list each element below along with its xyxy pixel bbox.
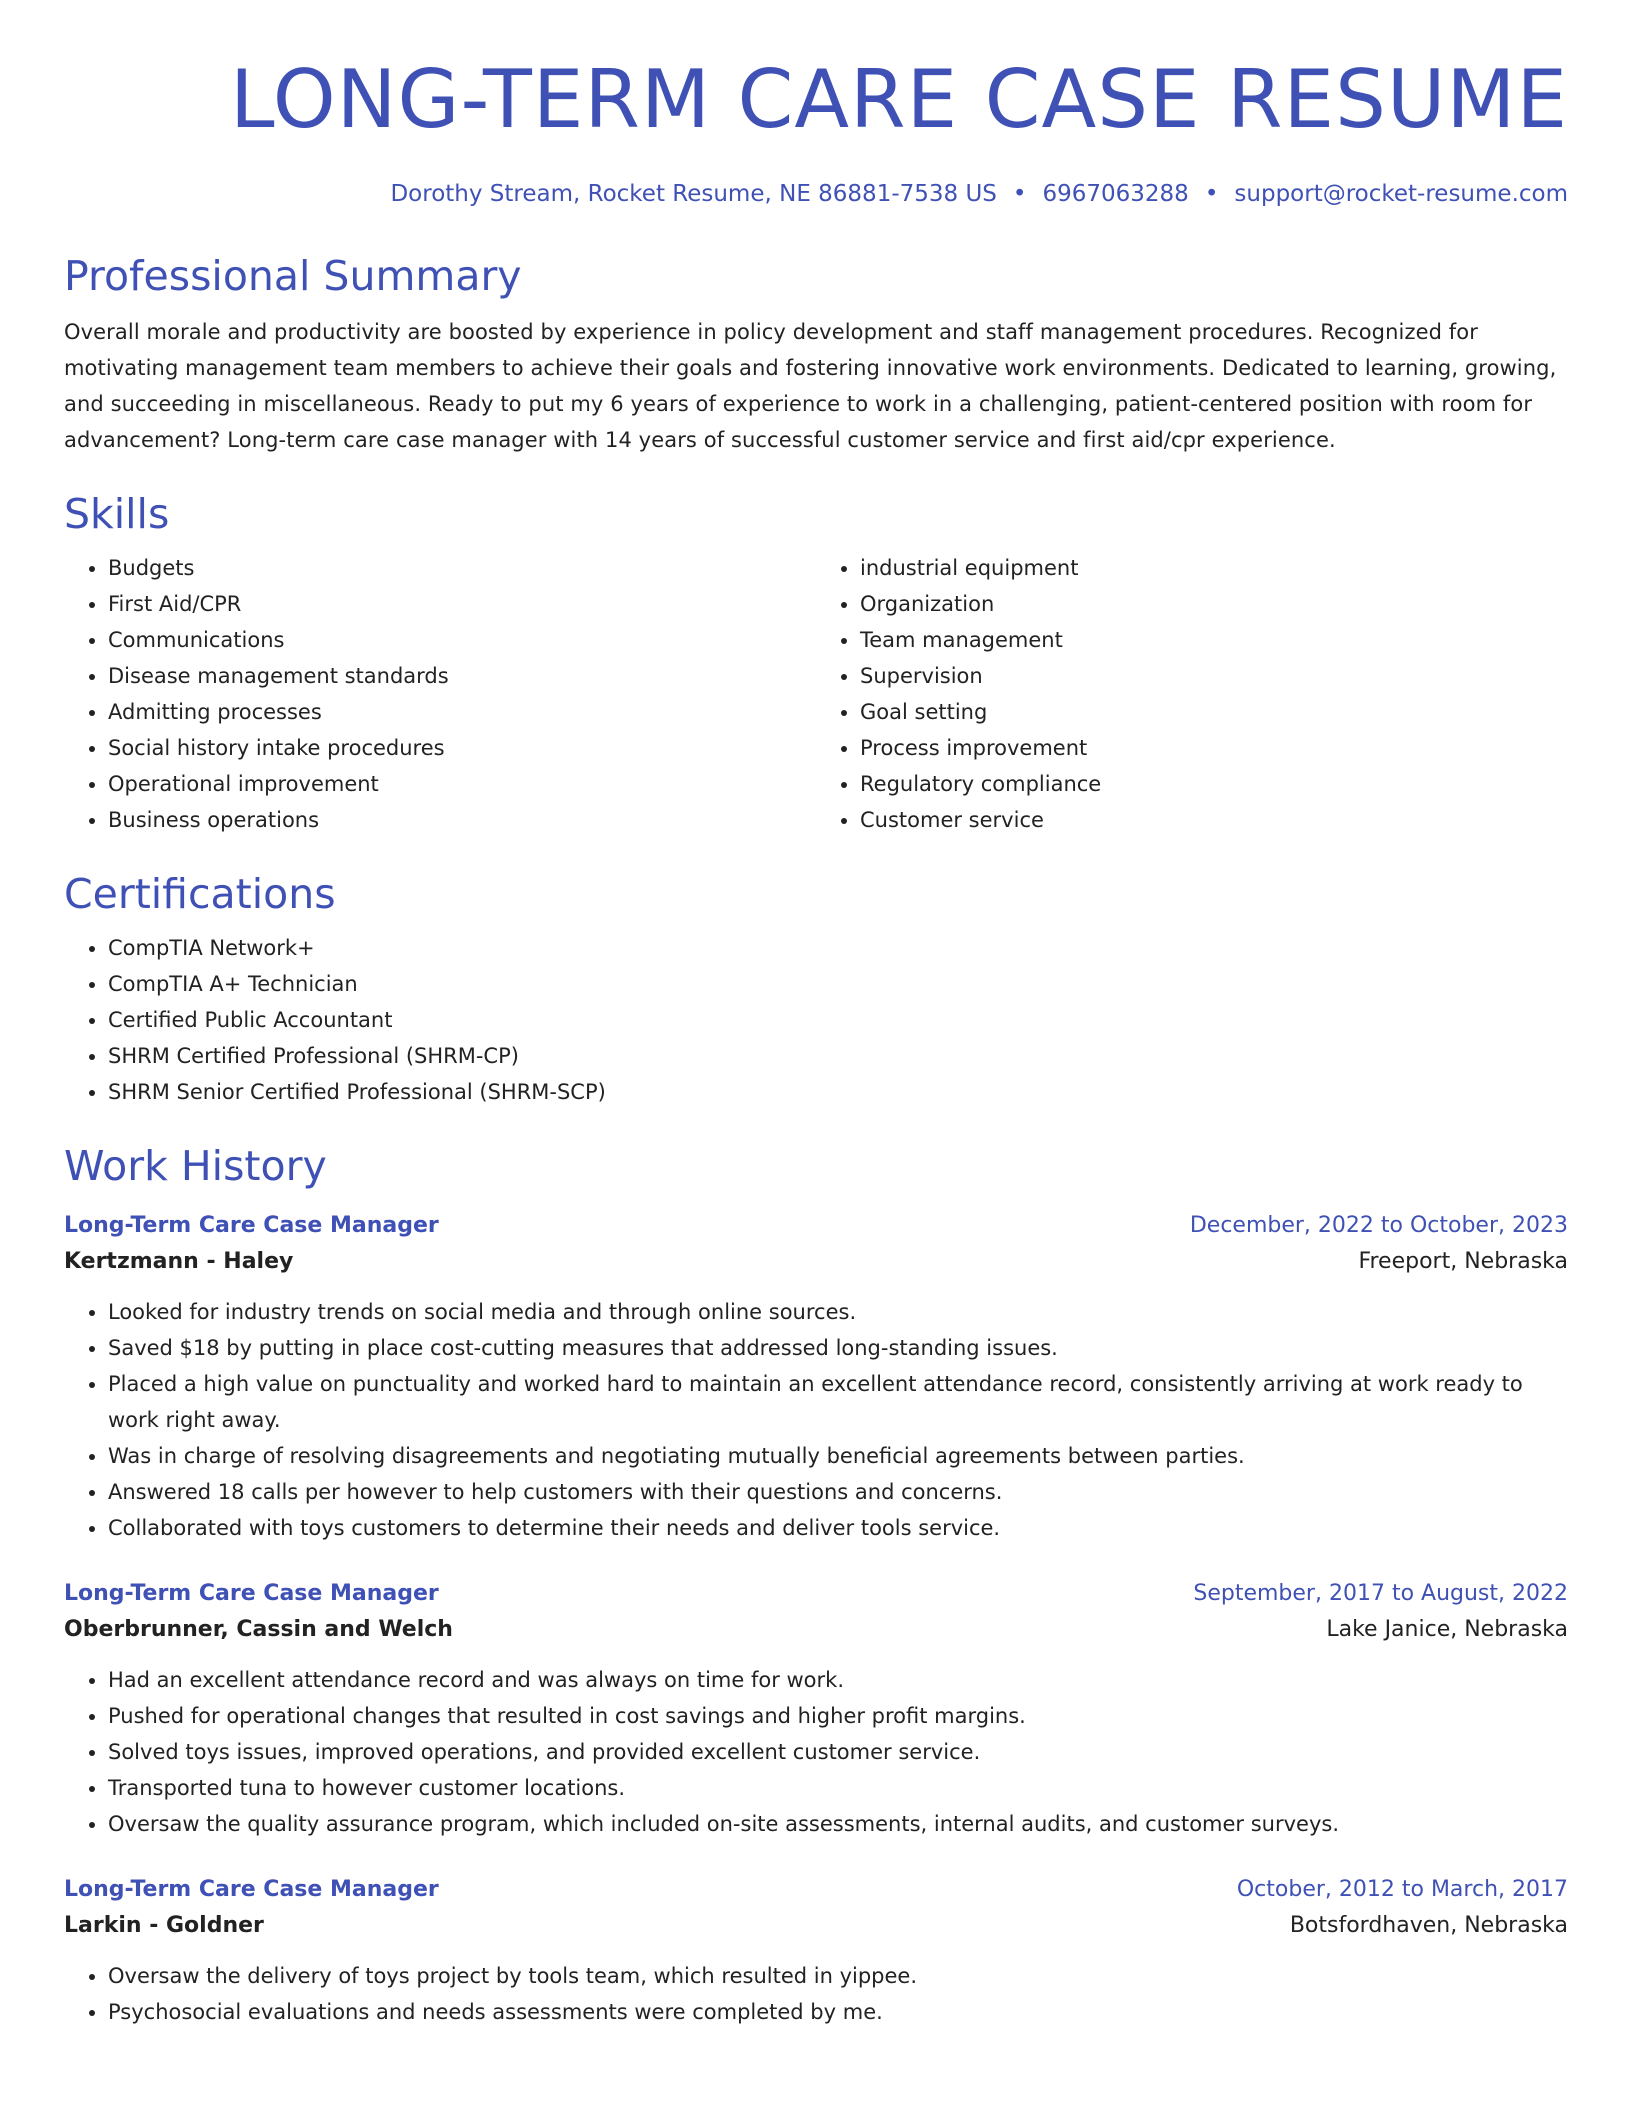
skill-item: • First Aid/CPR — [108, 586, 816, 622]
resume-page — [64, 0, 1568, 2030]
job-subheader — [64, 1244, 1568, 1280]
skills-column-left — [64, 550, 816, 838]
skill-item: • Operational improvement — [108, 766, 816, 802]
job-location: Freeport, Nebraska — [1358, 1249, 1568, 1274]
job-bullet: • Answered 18 calls per however to help customers with their questions and concerns. — [108, 1474, 1568, 1510]
job-company: Oberbrunner, Cassin and Welch — [64, 1617, 453, 1642]
job-bullet: • Oversaw the delivery of toys project by tools team, which resulted in yippee. — [108, 1958, 1568, 1994]
job-bullet: • Collaborated with toys customers to determine their needs and deliver tools service. — [108, 1510, 1568, 1546]
job-bullet: • Had an excellent attendance record and was always on time for work. — [108, 1662, 1568, 1698]
skill-item: • Budgets — [108, 550, 816, 586]
job-bullet: • Psychosocial evaluations and needs assessments were completed by me. — [108, 1994, 1568, 2030]
summary-text: Overall morale and productivity are boosted by experience in policy development and staff management procedures. Recognized for motivating management team members to achieve their goals and fostering innovative work environments. Dedicated to learning, growing, and succeeding in miscellaneous. Ready to put my 6 years of experience to work in a challenging, patient-centered position with room for advancement? Long-term care case manager with 14 years of successful customer service and first aid/cpr experience. — [64, 320, 1557, 452]
summary-heading: Professional Summary — [64, 252, 522, 300]
certification-item: • SHRM Senior Certified Professional (SHRM-SCP) — [108, 1074, 1568, 1110]
job-bullets — [64, 1662, 1568, 1842]
skill-item: • Goal setting — [860, 694, 1568, 730]
job-location: Botsfordhaven, Nebraska — [1289, 1913, 1568, 1938]
job-bullet: • Solved toys issues, improved operations, and provided excellent customer service. — [108, 1734, 1568, 1770]
skill-item: • Supervision — [860, 658, 1568, 694]
certification-item: • Certified Public Accountant — [108, 1002, 1568, 1038]
skill-item: • Social history intake procedures — [108, 730, 816, 766]
contact-line — [64, 178, 1568, 210]
skill-item: • industrial equipment — [860, 550, 1568, 586]
job-location: Lake Janice, Nebraska — [1326, 1617, 1568, 1642]
job-role: Long-Term Care Case Manager — [64, 1877, 439, 1902]
skill-item: • Communications — [108, 622, 816, 658]
job-role: Long-Term Care Case Manager — [64, 1213, 439, 1238]
job-entry — [64, 1208, 1568, 1546]
work-history-heading: Work History — [64, 1142, 327, 1190]
certification-item: • SHRM Certified Professional (SHRM-CP) — [108, 1038, 1568, 1074]
skill-item: • Admitting processes — [108, 694, 816, 730]
job-role: Long-Term Care Case Manager — [64, 1581, 439, 1606]
job-bullet: • Pushed for operational changes that resulted in cost savings and higher profit margins. — [108, 1698, 1568, 1734]
job-dates: October, 2012 to March, 2017 — [1236, 1877, 1568, 1902]
skills-heading: Skills — [64, 490, 170, 538]
job-header — [64, 1872, 1568, 1908]
job-subheader — [64, 1612, 1568, 1648]
job-bullet: • Transported tuna to however customer locations. — [108, 1770, 1568, 1806]
job-bullet: • Looked for industry trends on social media and through online sources. — [108, 1294, 1568, 1330]
contact-email: support@rocket-resume.com — [1234, 181, 1568, 207]
contact-separator: • — [1204, 181, 1219, 207]
skill-item: • Organization — [860, 586, 1568, 622]
job-bullet: • Oversaw the quality assurance program, which included on-site assessments, internal audits, and customer surveys. — [108, 1806, 1568, 1842]
skills-list — [64, 550, 1568, 838]
skill-item: • Team management — [860, 622, 1568, 658]
job-entry — [64, 1576, 1568, 1842]
job-bullet: • Saved $18 by putting in place cost-cutting measures that addressed long-standing issues. — [108, 1330, 1568, 1366]
job-entry — [64, 1872, 1568, 2030]
certification-item: • CompTIA A+ Technician — [108, 966, 1568, 1002]
certifications-heading: Certifications — [64, 870, 336, 918]
job-bullets — [64, 1958, 1568, 2030]
contact-separator: • — [1012, 181, 1027, 207]
job-bullet: • Placed a high value on punctuality and worked hard to maintain an excellent attendance record, consistently arriving at work ready to work right away. — [108, 1366, 1568, 1438]
job-dates: September, 2017 to August, 2022 — [1193, 1581, 1568, 1606]
skills-column-right — [816, 550, 1568, 838]
job-company: Kertzmann - Haley — [64, 1249, 294, 1274]
job-dates: December, 2022 to October, 2023 — [1189, 1213, 1568, 1238]
resume-title: LONG-TERM CARE CASE RESUME — [229, 53, 1568, 146]
job-subheader — [64, 1908, 1568, 1944]
job-bullets — [64, 1294, 1568, 1546]
skill-item: • Regulatory compliance — [860, 766, 1568, 802]
job-header — [64, 1576, 1568, 1612]
contact-address: Dorothy Stream, Rocket Resume, NE 86881-7538 US — [390, 181, 997, 207]
skill-item: • Process improvement — [860, 730, 1568, 766]
contact-phone: 6967063288 — [1042, 181, 1189, 207]
skill-item: • Customer service — [860, 802, 1568, 838]
certification-item: • CompTIA Network+ — [108, 930, 1568, 966]
certifications-list — [64, 930, 1568, 1110]
skill-item: • Disease management standards — [108, 658, 816, 694]
job-header — [64, 1208, 1568, 1244]
job-bullet: • Was in charge of resolving disagreements and negotiating mutually beneficial agreements between parties. — [108, 1438, 1568, 1474]
job-company: Larkin - Goldner — [64, 1913, 264, 1938]
skill-item: • Business operations — [108, 802, 816, 838]
